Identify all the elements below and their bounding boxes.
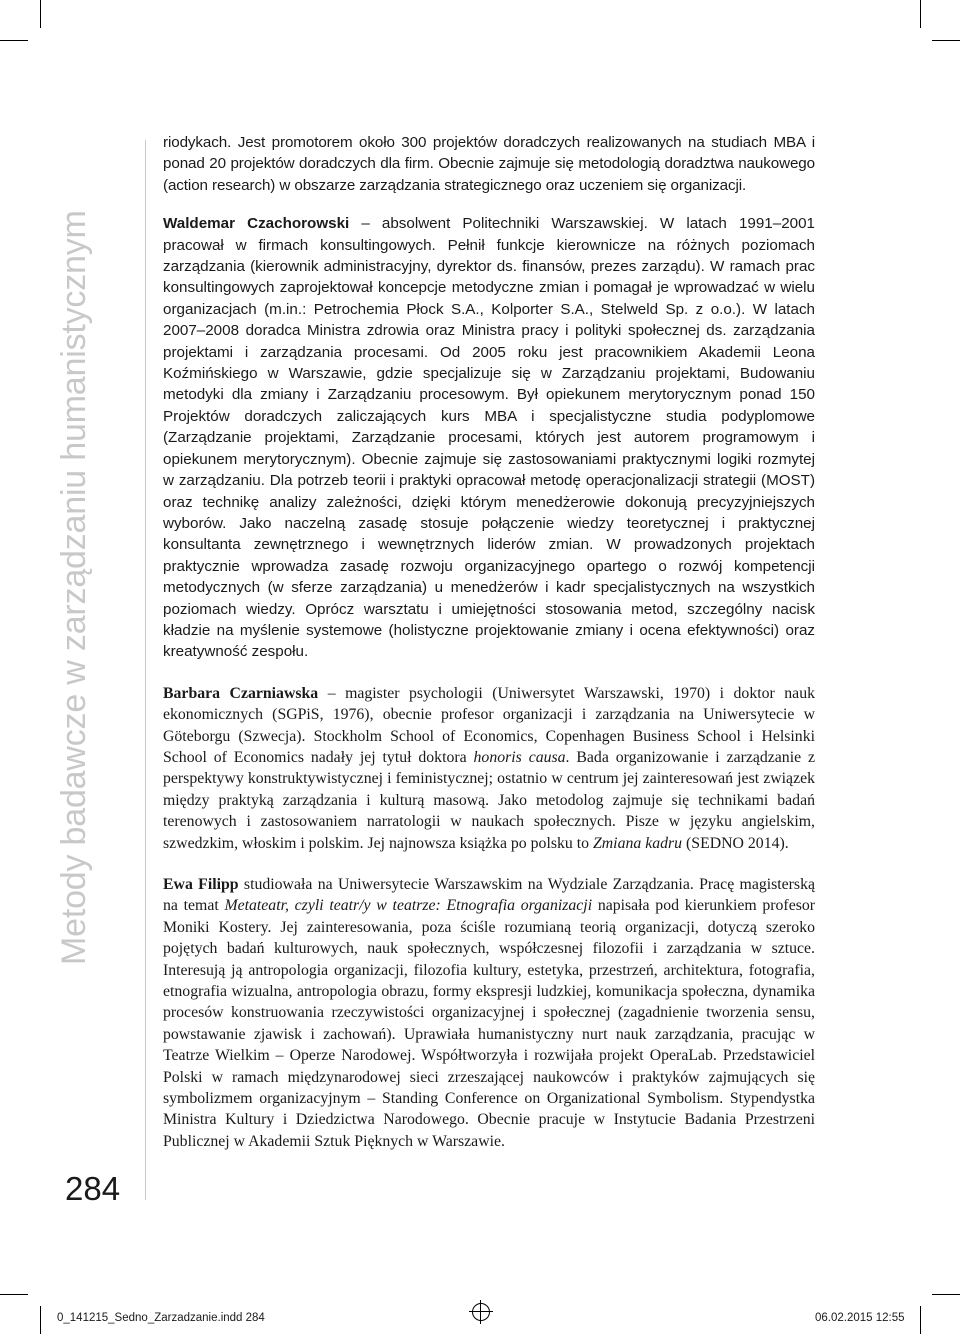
bio-name: Barbara Czarniawska bbox=[163, 684, 319, 702]
bio-italic: Metateatr, czyli teatr/y w teatrze: Etnografia organizacji bbox=[224, 897, 593, 915]
bio-name: Waldemar Czachorowski bbox=[163, 215, 350, 233]
crop-mark bbox=[932, 40, 960, 41]
bio-paragraph bbox=[163, 213, 815, 663]
bio-italic: Zmiana kadru bbox=[592, 834, 683, 852]
text-column bbox=[163, 132, 815, 1172]
bio-text: napisała pod kierunkiem profesor Moniki Kostery. Jej zainteresowania, poza ściśle rozumianą teorią organizacji, dotyczą szeroko pojętych badań kulturowych, nauk społecznych, współczesnej filozofii i zarządzania w sztuce. Interesują ją antropologia organizacji, filozofia kultury, estetyka, przestrzeń, architektura, fotografia, etnografia wizualna, antropologia obrazu, formy ekspresji ludzkiej, komunikacja społeczna, dynamika procesów konstruowania rzeczywistości organizacyjnej i społecznej (zagadnienie tworzenia sensu, powstawanie zjawisk i zachowań). Uprawiała humanistyczny nurt nauk zarządzania, pracując w Teatrze Wielkim – Operze Narodowej. Współtworzyła i rozwijała projekt OperaLab. Przedstawiciel Polski w ramach międzynarodowej sieci zrzeszającej naukowców i praktyków zajmujących się symbolizmem organizacyjnym – Standing Conference on Organizational Symbolism. Stypendystka Ministra Kultury i Dziedzictwa Narodowego. Obecnie pracuje w Instytucie Badania Przestrzeni Publicznej w Akademii Sztuk Pięknych w Warszawie. bbox=[163, 897, 816, 1150]
crop-mark bbox=[0, 40, 28, 41]
bio-name: Ewa Filipp bbox=[163, 876, 239, 893]
crop-mark bbox=[40, 1306, 41, 1334]
bio-text: . Bada organizowanie i zarządzanie z perspektywy konstruktywistycznej i feministycznej; ostatnio w centrum jej zainteresowań jest związek między praktyką zarządzania i kulturą masową. Jako metodolog zajmuje się technikami badań terenowych i zastosowaniem narratologii w naukach społecznych. Pisze w języku angielskim, szwedzkim, włoskim i polskim. Jej najnowsza książka po polsku to bbox=[163, 748, 815, 852]
slug-filename: 0_141215_Sedno_Zarzadzanie.indd 284 bbox=[57, 1312, 265, 1324]
bio-paragraph bbox=[163, 683, 815, 854]
crop-mark bbox=[0, 1294, 28, 1295]
bio-paragraph bbox=[163, 874, 815, 1152]
running-title: Metody badawcze w zarządzaniu humanistycznym bbox=[55, 210, 93, 965]
bio-text: (SEDNO 2014). bbox=[682, 834, 789, 852]
crop-mark bbox=[920, 0, 921, 28]
bio-text: – magister psychologii (Uniwersytet Warszawski, 1970) i doktor nauk ekonomicznych (SGPiS, 1976), obecnie profesor organizacji i zarządzania na Uniwersytecie w Göteborgu (Szwecja). Stockholm School of Economics, Copenhagen Business School i Helsinki School of Economics nadały jej tytuł doktora bbox=[163, 684, 815, 766]
intro-paragraph: riodykach. Jest promotorem około 300 projektów doradczych realizowanych na studiach MBA i ponad 20 projektów doradczych dla firm. Obecnie zajmuje się metodologią doradztwa naukowego (action research) w obszarze zarządzania strategicznego oraz uczeniem się organizacji. bbox=[163, 134, 815, 194]
bio-italic: honoris causa bbox=[473, 748, 566, 766]
margin-rule bbox=[145, 140, 146, 1200]
bio-text: – absolwent Politechniki Warszawskiej. W latach 1991–2001 pracował w firmach konsultingowych. Pełnił funkcje kierownicze na różnych poziomach zarządzania (kierownik administracyjny, dyrektor ds. finansów, prezes zarządu). W ramach prac konsultingowych zaprojektował koncepcje metodyczne zmian i pomagał je wprowadzać w wielu organizacjach (m.in.: Petrochemia Płock S.A., Kolporter S.A., Stelweld Sp. z o.o.). W latach 2007–2008 doradca Ministra zdrowia oraz Ministra pracy i polityki społecznej ds. zarządzania projektami i zarządzania procesami. Od 2005 roku jest pracownikiem Akademii Leona Koźmińskiego w Warszawie, gdzie specjalizuje się w Zarządzaniu projektami, Budowaniu metodyki dla zmiany i Zarządzaniu procesowym. Był opiekunem merytorycznym ponad 150 Projektów doradczych zaliczających kurs MBA i specjalistyczne studia podyplomowe (Zarządzanie projektami, Zarządzanie procesami, których jest autorem programowym i opiekunem merytorycznym). Obecnie zajmuje się zastosowaniami praktycznymi logiki rozmytej w zarządzaniu. Dla potrzeb teorii i praktyki opracował metodę operacjonalizacji strategii (MOST) oraz technikę analizy zależności, dzięki którym menedżerowie dokonują precyzyjniejszych wyborów. Jako naczelną zasadę stosuje połączenie wiedzy teoretycznej i praktycznej konsultanta zewnętrznego i wewnętrznych liderów zmian. W prowadzonych projektach praktycznie wprowadza zasadę rozwoju organizacyjnego opartego o rozwój kompetencji metodycznych (w sferze zarządzania) u menedżerów i kadr specjalistycznych na wszystkich poziomach wiedzy. Oprócz warsztatu i umiejętności stosowania metod, szczególny nacisk kładzie na myślenie systemowe (holistyczne projektowanie zmiany i ocena efektywności) oraz kreatywność zespołu. bbox=[163, 215, 815, 661]
crop-mark bbox=[920, 1306, 921, 1334]
crop-mark bbox=[932, 1294, 960, 1295]
page-number: 284 bbox=[65, 1170, 121, 1207]
crop-mark bbox=[40, 0, 41, 28]
slug-datetime: 06.02.2015 12:55 bbox=[815, 1312, 905, 1324]
registration-mark-icon bbox=[472, 1303, 490, 1321]
bio-text: studiowała na Uniwersytecie Warszawskim na Wydziale Zarządzania. Pracę magisterską na temat bbox=[163, 876, 815, 915]
